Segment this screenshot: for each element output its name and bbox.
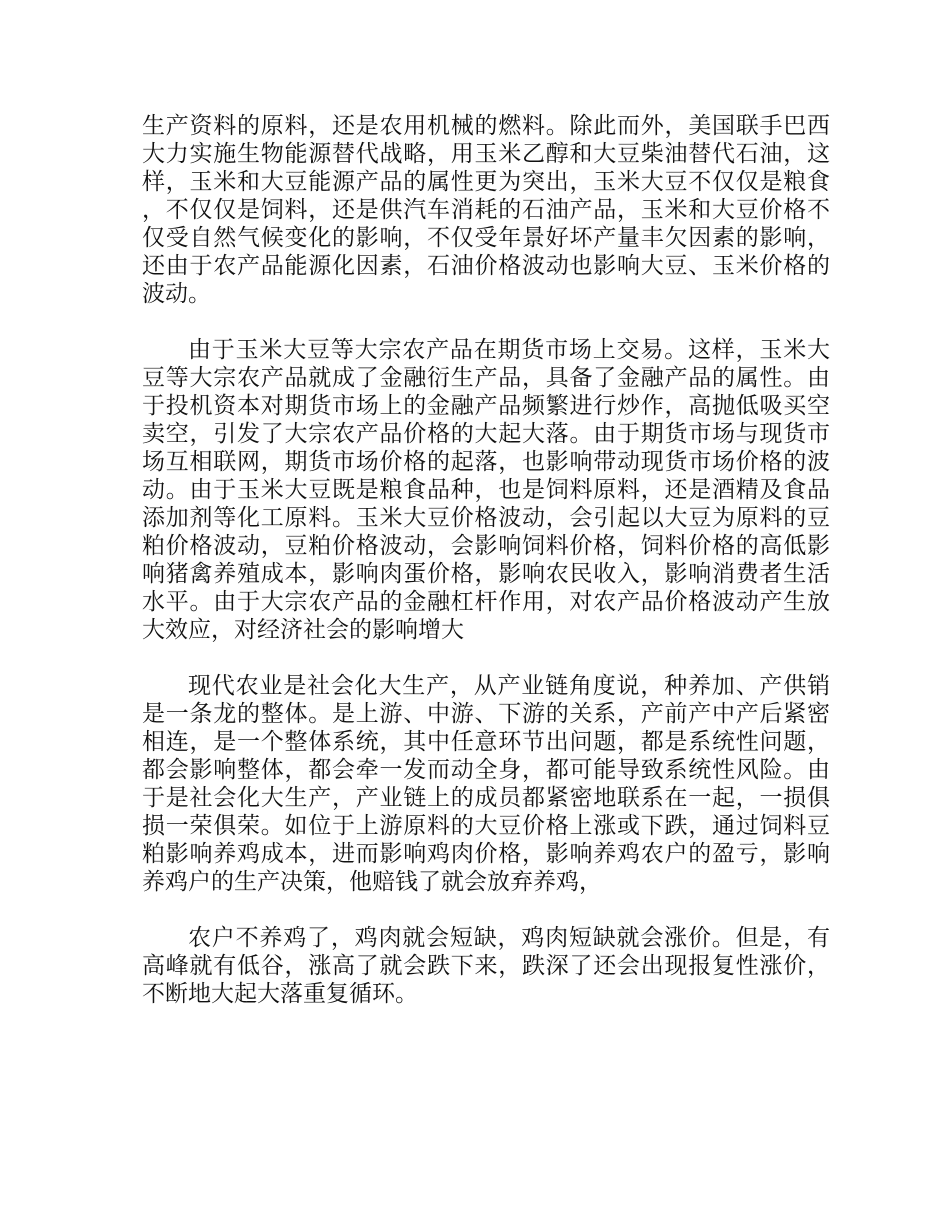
- paragraph-2: 由于玉米大豆等大宗农产品在期货市场上交易。这样，玉米大豆等大宗农产品就成了金融衍生产品，具备了金融产品的属性。由于投机资本对期货市场上的金融产品频繁进行炒作，高抛低吸买空卖空，引发了大宗农产品价格的大起大落。由于期货市场与现货市场互相联网，期货市场价格的起落，也影响带动现货市场价格的波动。由于玉米大豆既是粮食品种，也是饲料原料，还是酒精及食品添加剂等化工原料。玉米大豆价格波动，会引起以大豆为原料的豆粕价格波动，豆粕价格波动，会影响饲料价格，饲料价格的高低影响猪禽养殖成本，影响肉蛋价格，影响农民收入，影响消费者生活水平。由于大宗农产品的金融杠杆作用，对农产品价格波动产生放大效应，对经济社会的影响增大: [142, 337, 830, 643]
- paragraph-3: 现代农业是社会化大生产，从产业链角度说，种养加、产供销是一条龙的整体。是上游、中游、下游的关系，产前产中产后紧密相连，是一个整体系统，其中任意环节出问题，都是系统性问题，都会影响整体，都会牵一发而动全身，都可能导致系统性风险。由于是社会化大生产，产业链上的成员都紧密地联系在一起，一损俱损一荣俱荣。如位于上游原料的大豆价格上涨或下跌，通过饲料豆粕影响养鸡成本，进而影响鸡肉价格，影响养鸡农户的盈亏，影响养鸡户的生产决策，他赔钱了就会放弃养鸡，: [142, 673, 830, 895]
- paragraph-1: 生产资料的原料，还是农用机械的燃料。除此而外，美国联手巴西大力实施生物能源替代战略，用玉米乙醇和大豆柴油替代石油，这样，玉米和大豆能源产品的属性更为突出，玉米大豆不仅仅是粮食，不仅仅是饲料，还是供汽车消耗的石油产品，玉米和大豆价格不仅受自然气候变化的影响，不仅受年景好坏产量丰欠因素的影响，还由于农产品能源化因素，石油价格波动也影响大豆、玉米价格的波动。: [142, 113, 830, 307]
- paragraph-4: 农户不养鸡了，鸡肉就会短缺，鸡肉短缺就会涨价。但是，有高峰就有低谷，涨高了就会跌下来，跌深了还会出现报复性涨价，不断地大起大落重复循环。: [142, 925, 830, 1007]
- document-page: [142, 112, 830, 1036]
